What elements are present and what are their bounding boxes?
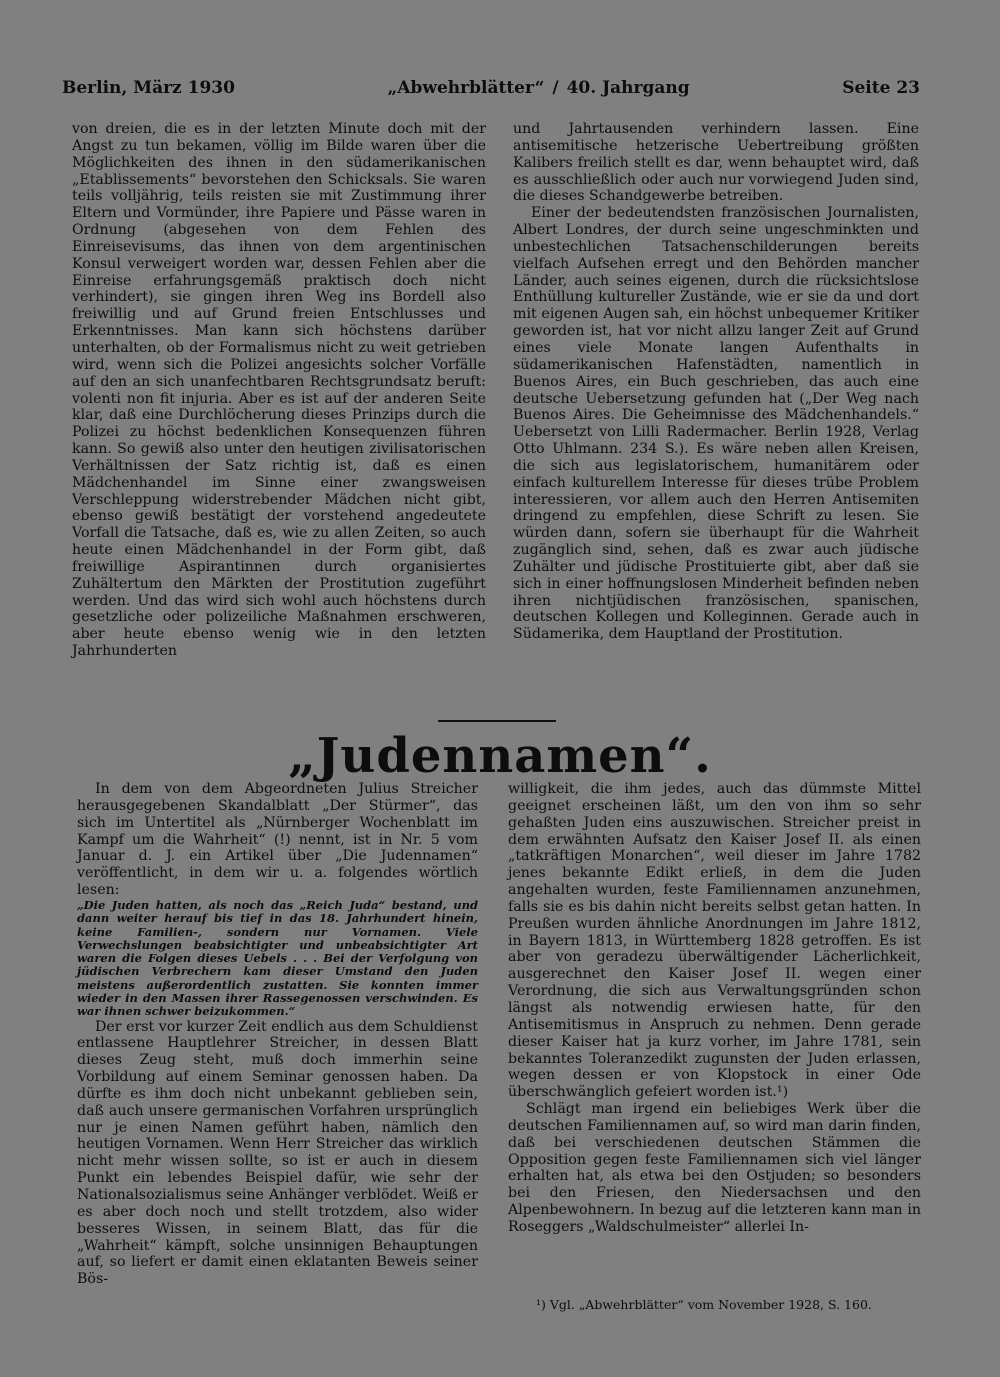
header-volume: 40. Jahrgang [566,78,690,98]
article2-right-paragraph-1: willigkeit, die ihm jedes, auch das dümmste Mittel geeignet erscheinen läßt, um den von ihm so sehr gehaßten Juden eins auszuwischen. Streicher preist in dem erwähnten Aufsatz den Kaiser Josef II. als einen „tatkräftigen Monarchen“, weil dieser im Jahre 1782 jenes bekannte Edikt erließ, in dem die Juden angehalten wurden, feste Familiennamen anzunehmen, falls sie es bis dahin nicht bereits selbst getan hatten. In Preußen wurden ähnliche Anordnungen im Jahre 1812, in Bayern 1813, in Württemberg 1828 getroffen. Es ist aber von geradezu überwältigender Lächerlichkeit, ausgerechnet den Kaiser Josef II. wegen einer Verordnung, die sich aus Verwaltungsgründen schon längst als notwendig erwiesen hatte, für den Antisemitismus in Anspruch zu nehmen. Denn gerade dieser Kaiser hat ja kurz vorher, im Jahre 1781, sein bekanntes Toleranzedikt zugunsten der Juden erlassen, wegen dessen er von Klopstock in einer Ode überschwänglich gefeiert worden ist.¹) [508,781,921,1101]
section-divider [438,720,556,722]
header-page-number: Seite 23 [842,78,920,98]
article1-left-column [72,121,486,660]
article1-right-paragraph-2: Einer der bedeutendsten französischen Journalisten, Albert Londres, der durch seine ungeschminkten und unbestechlichen Tatsachenschilderungen bereits vielfach Aufsehen erregt und den Behörden mancher Länder, auch seines eigenen, durch die rücksichtslose Enthüllung kultureller Zustände, wie er sie da und dort mit eigenen Augen sah, ein höchst unbequemer Kritiker geworden ist, hat vor nicht allzu langer Zeit auf Grund eines viele Monate langen Aufenthalts in südamerikanischen Hafenstädten, namentlich in Buenos Aires, ein Buch geschrieben, das auch eine deutsche Uebersetzung gefunden hat („Der Weg nach Buenos Aires. Die Geheimnisse des Mädchenhandels.“ Uebersetzt von Lilli Radermacher. Berlin 1928, Verlag Otto Uhlmann. 234 S.). Es wäre neben allen Kreisen, die sich aus legislatorischem, humanitärem oder einfach kulturellem Interesse für dieses trübe Problem interessieren, vor allem auch den Herren Antisemiten dringend zu empfehlen, diese Schrift zu lesen. Sie würden dann, sofern sie überhaupt für die Wahrheit zugänglich sind, sehen, daß es zwar auch jüdische Zuhälter und jüdische Prostituierte gibt, aber daß sie sich in einer hoffnungslosen Minderheit befinden neben ihren nichtjüdischen französischen, spanischen, deutschen Kollegen und Kolleginnen. Gerade auch in Südamerika, dem Hauptland der Prostitution. [513,205,919,643]
article1-right-paragraph-1: und Jahrtausenden verhindern lassen. Eine antisemitische hetzerische Uebertreibung größten Kalibers freilich stellt es dar, wenn behauptet wird, daß es ausschließlich oder auch nur vorwiegend Juden sind, die dieses Schandgewerbe betreiben. [513,121,919,205]
article2-left-paragraph-1: In dem von dem Abgeordneten Julius Streicher herausgegebenen Skandalblatt „Der Stürmer“, das sich im Untertitel als „Nürnberger Wochenblatt im Kampf um die Wahrheit“ (!) nennt, ist in Nr. 5 vom Januar d. J. ein Artikel über „Die Judennamen“ veröffentlicht, in dem wir u. a. folgendes wörtlich lesen: [77,781,478,899]
page-header [62,78,920,98]
article2-right-column [508,781,921,1236]
article1-right-column [513,121,919,643]
footnote: ¹) Vgl. „Abwehrblätter“ vom November 1928, S. 160. [536,1297,872,1312]
article2-title: „Judennamen“. [288,728,712,784]
header-journal-name: „Abwehrblätter“ [387,78,545,98]
article2-left-paragraph-2: Der erst vor kurzer Zeit endlich aus dem Schuldienst entlassene Hauptlehrer Streicher, in dessen Blatt dieses Zeug steht, muß doch immerhin seine Vorbildung auf einem Seminar genossen haben. Da dürfte es ihm doch nicht unbekannt geblieben sein, daß auch unsere germanischen Vorfahren ursprünglich nur je einen Namen geführt haben, nämlich den heutigen Vornamen. Wenn Herr Streicher das wirklich nicht mehr wissen sollte, so ist er auch in diesem Punkt ein lebendes Beispiel dafür, wie sehr der Nationalsozialismus seine Anhänger verblödet. Weiß er es aber doch noch und stellt trotzdem, also wider besseres Wissen, in seinem Blatt, das für die „Wahrheit“ kämpft, solche unsinnigen Behauptungen auf, so liefert er damit einen eklatanten Beweis seiner Bös- [77,1018,478,1288]
article2-quotation: „Die Juden hatten, als noch das „Reich Juda“ bestand, und dann weiter herauf bis tief in das 18. Jahrhundert hinein, keine Familien-, sondern nur Vornamen. Viele Verwechslungen beabsichtigter und unbeabsichtigter Art waren die Folgen dieses Uebels . . . Bei der Verfolgung von jüdischen Verbrechern kam dieser Umstand den Juden meistens außerordentlich zustatten. Sie konnten immer wieder in den Massen ihrer Rassegenossen verschwinden. Es war ihnen schwer beizukommen.“ [77,897,478,1019]
header-location-date: Berlin, März 1930 [62,78,235,98]
header-publication [388,78,690,98]
article2-right-paragraph-2: Schlägt man irgend ein beliebiges Werk über die deutschen Familiennamen auf, so wird man darin finden, daß bei verschiedenen deutschen Stämmen die Opposition gegen feste Familiennamen sich viel länger erhalten hat, als etwa bei den Ostjuden; so besonders bei den Friesen, den Niedersachsen und den Alpenbewohnern. In bezug auf die letzteren kann man in Roseggers „Waldschulmeister“ allerlei In- [508,1101,921,1235]
article1-left-text: von dreien, die es in der letzten Minute doch mit der Angst zu tun bekamen, völlig im Bilde waren über die Möglichkeiten des ihnen in den südamerikanischen „Etablissements“ bevorstehen den Schicksals. Sie waren teils volljährig, teils reisten sie mit Zustimmung ihrer Eltern und Vormünder, ihre Papiere und Pässe waren in Ordnung (abgesehen von dem Fehlen des Einreisevisums, das ihnen von dem argentinischen Konsul verweigert worden war, dessen Fehlen aber die Einreise erfahrungsgemäß praktisch doch nicht verhindert), sie gingen ihren Weg ins Bordell also freiwillig und auf Grund freien Entschlusses und Erkenntnisses. Man kann sich höchstens darüber unterhalten, ob der Formalismus nicht zu weit getrieben wird, wenn sich die Polizei angesichts solcher Vorfälle auf den an sich unanfechtbaren Rechtsgrundsatz beruft: volenti non fit injuria. Aber es ist auf der anderen Seite klar, daß eine Durchlöcherung dieses Prinzips durch die Polizei zu höchst bedenklichen Konsequenzen führen kann. So gewiß also unter den heutigen zivilisatorischen Verhältnissen der Satz richtig ist, daß es einen Mädchenhandel im Sinne einer zwangsweisen Verschleppung widerstrebender Mädchen nicht gibt, ebenso gewiß bestätigt der vorstehend angedeutete Vorfall die Tatsache, daß es, wie zu allen Zeiten, so auch heute einen Mädchenhandel in der Form gibt, daß freiwillige Aspirantinnen durch organisiertes Zuhältertum den Märkten der Prostitution zugeführt werden. Und das wird sich wohl auch höchstens durch gesetzliche oder polizeiliche Maßnahmen erschweren, aber heute ebenso wenig wie in den letzten Jahrhunderten [72,121,486,660]
article2-left-column [77,781,478,1288]
header-separator: / [552,78,559,98]
